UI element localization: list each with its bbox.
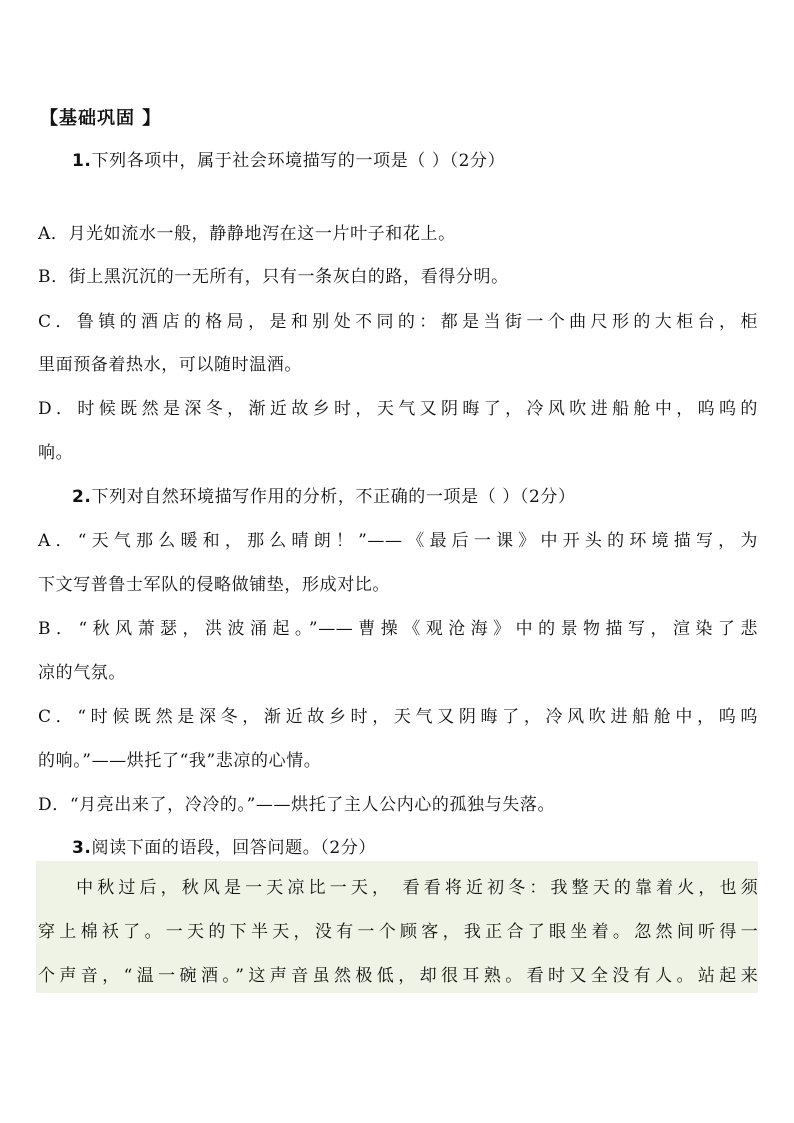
question-1-number: 1. (72, 151, 92, 171)
question-1-stem (72, 150, 762, 172)
question-1-option-d-line-2: 响。 (38, 443, 74, 463)
question-2-option-a-line-2: 下文写普鲁士军队的侵略做铺垫，形成对比。 (38, 575, 390, 595)
question-1-option-c-line-1: C．鲁镇的酒店的格局，是和别处不同的：都是当街一个曲尺形的大柜台，柜 (38, 312, 758, 332)
question-2-stem (72, 486, 762, 508)
section-title: 【基础巩固 】 (40, 108, 162, 129)
reading-passage (36, 861, 758, 993)
question-3-stem (72, 837, 762, 859)
question-2-option-b-line-2: 凉的气氛。 (38, 663, 126, 683)
question-1-option-b: B．街上黑沉沉的一无所有，只有一条灰白的路，看得分明。 (38, 267, 509, 287)
question-2-option-d: D．“月亮出来了，冷冷的。”——烘托了主人公内心的孤独与失落。 (38, 795, 556, 815)
passage-line-1: 中秋过后，秋风是一天凉比一天， 看看将近初冬：我整天的靠着火，也须 (38, 878, 758, 898)
question-2-option-c-line-2: 的响。”——烘托了“我”悲凉的心情。 (38, 751, 322, 771)
question-1-option-a: A．月光如流水一般，静静地泻在这一片叶子和花上。 (38, 224, 456, 244)
question-1-option-c-line-2: 里面预备着热水，可以随时温酒。 (38, 355, 302, 375)
passage-line-2: 穿上棉袄了。一天的下半天，没有一个顾客，我正合了眼坐着。忽然间听得一 (38, 922, 758, 942)
question-2-option-b-line-1: B．“秋风萧瑟，洪波涌起。”——曹操《观沧海》中的景物描写，渲染了悲 (38, 619, 758, 639)
question-3-number: 3. (72, 838, 92, 858)
question-2-option-c-line-1: C．“时候既然是深冬，渐近故乡时，天气又阴晦了，冷风吹进船舱中，呜呜 (38, 707, 758, 727)
question-2-text: 下列对自然环境描写作用的分析，不正确的一项是（ ）（2分） (91, 487, 576, 507)
question-1-option-d-line-1: D．时候既然是深冬，渐近故乡时，天气又阴晦了，冷风吹进船舱中，呜呜的 (38, 399, 758, 419)
question-1-text: 下列各项中，属于社会环境描写的一项是（ ）（2分） (91, 151, 506, 171)
question-2-option-a-line-1: A．“天气那么暖和，那么晴朗！”——《最后一课》中开头的环境描写，为 (38, 531, 758, 551)
question-3-text: 阅读下面的语段，回答问题。（2分） (91, 838, 377, 858)
question-2-number: 2. (72, 487, 92, 507)
passage-line-3: 个声音，“温一碗酒。”这声音虽然极低，却很耳熟。看时又全没有人。站起来 (38, 966, 758, 986)
